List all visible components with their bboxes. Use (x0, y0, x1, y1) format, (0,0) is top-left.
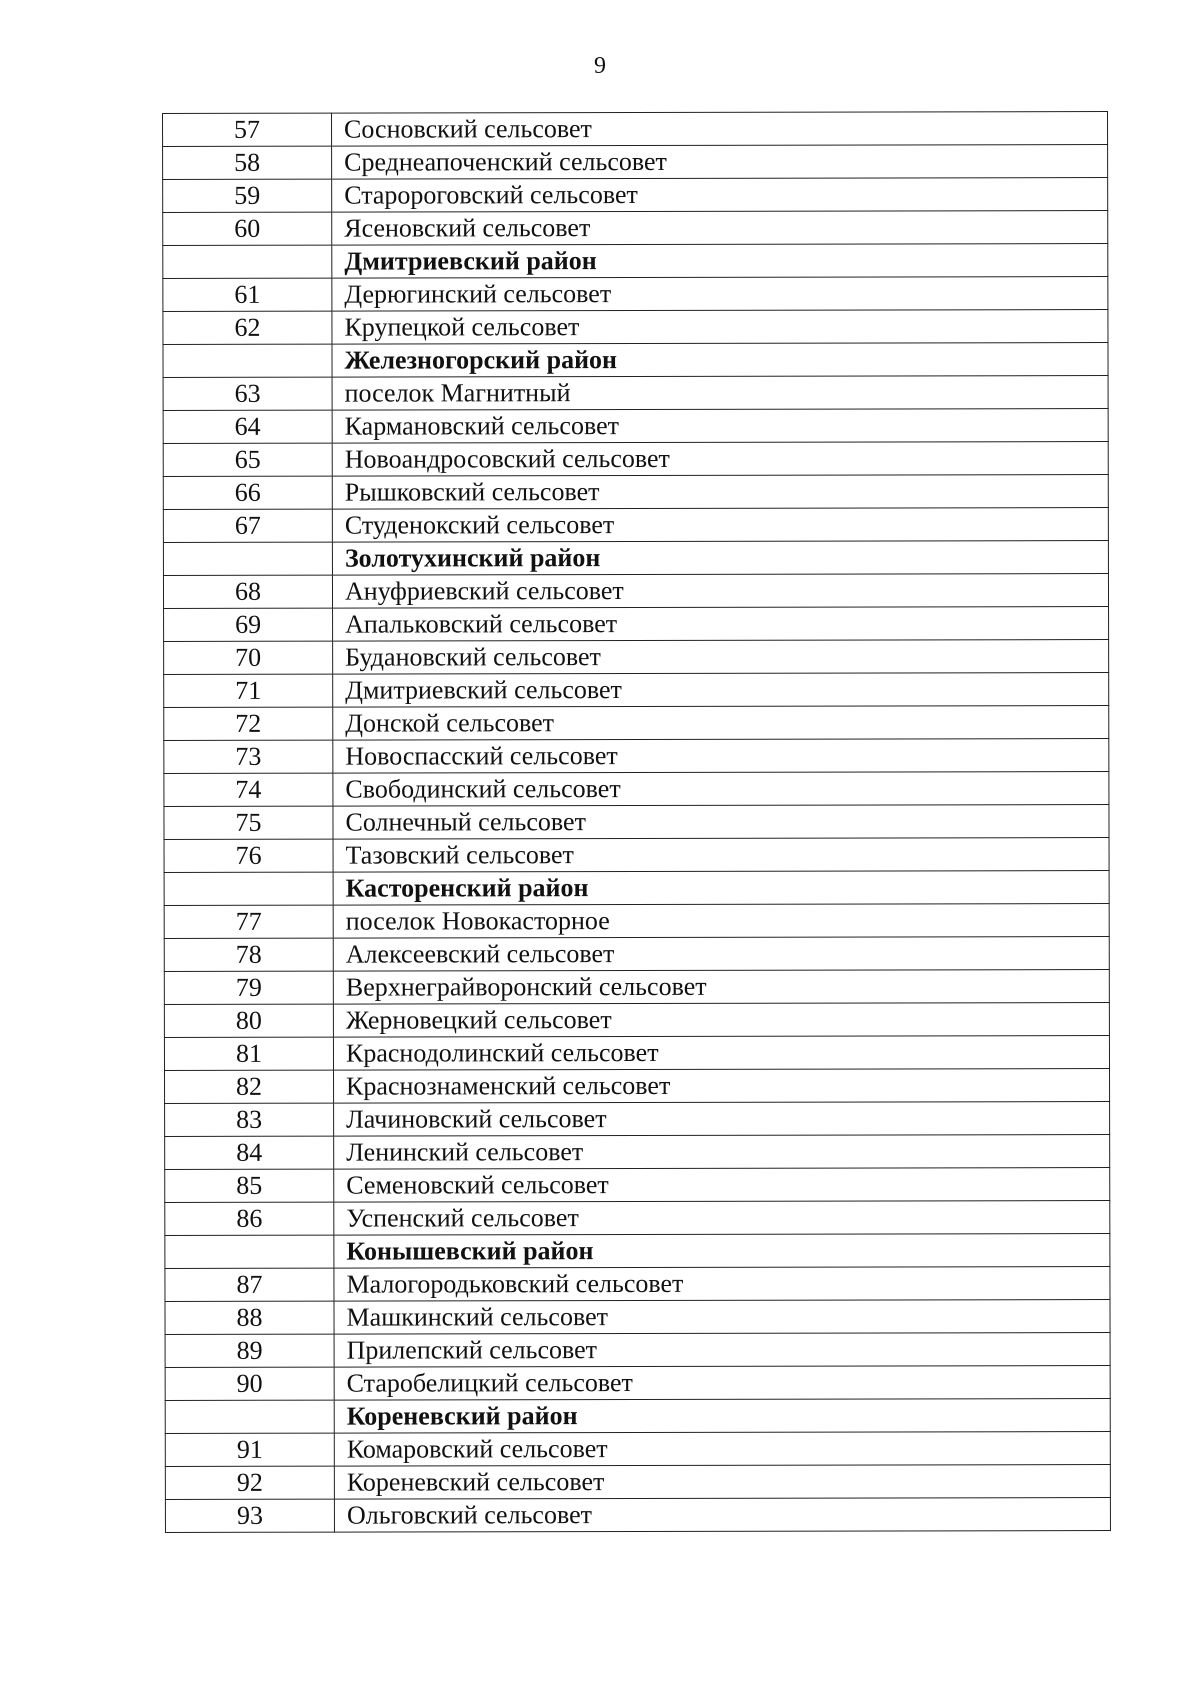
table-row (164, 772, 1109, 807)
table-row (165, 1069, 1110, 1104)
table-row (163, 442, 1108, 477)
row-number-cell: 68 (163, 575, 332, 608)
municipality-name-cell: Комаровский сельсовет (334, 1432, 1110, 1467)
row-number-cell: 86 (165, 1202, 334, 1235)
row-number-cell: 81 (164, 1037, 333, 1070)
table-row (164, 607, 1109, 642)
table-row (164, 640, 1109, 675)
table-row (165, 1201, 1110, 1236)
row-number-cell (163, 542, 332, 575)
table-row (165, 1432, 1110, 1467)
municipalities-table (162, 111, 1111, 1533)
row-number-cell: 84 (165, 1136, 334, 1169)
table-row (163, 310, 1108, 345)
district-name-cell: Золотухинский район (332, 541, 1108, 576)
table-row (165, 1300, 1110, 1335)
row-number-cell: 71 (164, 674, 333, 707)
municipality-name-cell: Студенокский сельсовет (332, 508, 1108, 543)
municipality-name-cell: поселок Магнитный (332, 376, 1108, 411)
district-name-cell: Кореневский район (334, 1399, 1110, 1434)
municipality-name-cell: Машкинский сельсовет (334, 1300, 1110, 1335)
row-number-cell: 79 (164, 971, 333, 1004)
municipality-name-cell: Алексеевский сельсовет (333, 937, 1109, 972)
municipality-name-cell: Тазовский сельсовет (333, 838, 1109, 873)
row-number-cell: 59 (163, 179, 332, 212)
district-name-cell: Дмитриевский район (332, 244, 1108, 279)
table-row (165, 1267, 1110, 1302)
row-number-cell: 80 (164, 1004, 333, 1037)
municipality-name-cell: Кореневский сельсовет (334, 1465, 1110, 1500)
table-row (163, 376, 1108, 411)
row-number-cell: 93 (165, 1499, 334, 1532)
municipality-name-cell: Прилепский сельсовет (334, 1333, 1110, 1368)
table-row (164, 706, 1109, 741)
table-row (165, 1168, 1110, 1203)
municipality-name-cell: Краснознаменский сельсовет (334, 1069, 1110, 1104)
row-number-cell (165, 1235, 334, 1268)
table-row (164, 1003, 1109, 1038)
district-name-cell: Железногорский район (332, 343, 1108, 378)
table-row (163, 211, 1108, 246)
row-number-cell: 76 (164, 839, 333, 872)
district-header-row (165, 1234, 1110, 1269)
municipality-name-cell: Свободинский сельсовет (333, 772, 1109, 807)
table-row (163, 475, 1108, 510)
municipality-name-cell: Донской сельсовет (333, 706, 1109, 741)
table-row (163, 574, 1108, 609)
municipality-name-cell: Жерновецкий сельсовет (333, 1003, 1109, 1038)
row-number-cell: 91 (165, 1433, 334, 1466)
municipality-name-cell: Дмитриевский сельсовет (333, 673, 1109, 708)
table-row (163, 277, 1108, 312)
municipality-name-cell: Старороговский сельсовет (332, 178, 1108, 213)
municipality-name-cell: Среднеапоченский сельсовет (332, 145, 1108, 180)
row-number-cell: 87 (165, 1268, 334, 1301)
municipality-name-cell: Краснодолинский сельсовет (333, 1036, 1109, 1071)
district-header-row (164, 871, 1109, 906)
row-number-cell: 67 (163, 509, 332, 542)
table-row (164, 805, 1109, 840)
district-header-row (163, 244, 1108, 279)
table-row (165, 1465, 1110, 1500)
municipality-name-cell: Новоспасский сельсовет (333, 739, 1109, 774)
table-row (165, 1333, 1110, 1368)
table-row (164, 937, 1109, 972)
municipality-name-cell: Ануфриевский сельсовет (332, 574, 1108, 609)
district-name-cell: Касторенский район (333, 871, 1109, 906)
row-number-cell: 62 (163, 311, 332, 344)
municipality-name-cell: Успенский сельсовет (334, 1201, 1110, 1236)
row-number-cell: 65 (163, 443, 332, 476)
row-number-cell: 60 (163, 212, 332, 245)
table-row (163, 508, 1108, 543)
municipality-name-cell: Ольговский сельсовет (334, 1498, 1110, 1533)
row-number-cell: 58 (163, 146, 332, 179)
district-name-cell: Конышевский район (334, 1234, 1110, 1269)
table-row (164, 970, 1109, 1005)
row-number-cell: 57 (163, 113, 332, 146)
table-row (164, 1036, 1109, 1071)
municipality-name-cell: Старобелицкий сельсовет (334, 1366, 1110, 1401)
municipality-name-cell: Ясеновский сельсовет (332, 211, 1108, 246)
table-row (164, 673, 1109, 708)
row-number-cell: 70 (164, 641, 333, 674)
row-number-cell: 83 (165, 1103, 334, 1136)
row-number-cell: 61 (163, 278, 332, 311)
row-number-cell (164, 872, 333, 905)
municipality-name-cell: Семеновский сельсовет (334, 1168, 1110, 1203)
district-header-row (165, 1399, 1110, 1434)
row-number-cell: 92 (165, 1466, 334, 1499)
row-number-cell: 72 (164, 707, 333, 740)
table-row (163, 145, 1108, 180)
municipality-name-cell: Дерюгинский сельсовет (332, 277, 1108, 312)
row-number-cell: 73 (164, 740, 333, 773)
municipality-name-cell: Апальковский сельсовет (333, 607, 1109, 642)
table-row (164, 838, 1109, 873)
row-number-cell (163, 344, 332, 377)
row-number-cell: 69 (164, 608, 333, 641)
table-body (163, 112, 1111, 1533)
table-row (165, 1366, 1110, 1401)
district-header-row (163, 343, 1108, 378)
municipality-name-cell: Солнечный сельсовет (333, 805, 1109, 840)
municipality-name-cell: Кармановский сельсовет (332, 409, 1108, 444)
row-number-cell: 74 (164, 773, 333, 806)
table-row (165, 1135, 1110, 1170)
row-number-cell: 77 (164, 905, 333, 938)
municipality-name-cell: Будановский сельсовет (333, 640, 1109, 675)
municipality-name-cell: Лачиновский сельсовет (334, 1102, 1110, 1137)
row-number-cell: 78 (164, 938, 333, 971)
row-number-cell: 85 (165, 1169, 334, 1202)
municipality-name-cell: Сосновский сельсовет (332, 112, 1108, 147)
row-number-cell: 64 (163, 410, 332, 443)
municipality-name-cell: поселок Новокасторное (333, 904, 1109, 939)
municipality-name-cell: Рышковский сельсовет (332, 475, 1108, 510)
row-number-cell: 75 (164, 806, 333, 839)
municipality-name-cell: Малогородьковский сельсовет (334, 1267, 1110, 1302)
table-row (163, 112, 1108, 147)
municipality-name-cell: Ленинский сельсовет (334, 1135, 1110, 1170)
row-number-cell: 90 (165, 1367, 334, 1400)
municipality-name-cell: Верхнеграйворонский сельсовет (333, 970, 1109, 1005)
table-row (163, 409, 1108, 444)
row-number-cell: 88 (165, 1301, 334, 1334)
row-number-cell: 89 (165, 1334, 334, 1367)
municipality-name-cell: Новоандросовский сельсовет (332, 442, 1108, 477)
row-number-cell: 82 (165, 1070, 334, 1103)
row-number-cell (165, 1400, 334, 1433)
table-row (164, 739, 1109, 774)
row-number-cell: 66 (163, 476, 332, 509)
table-row (165, 1498, 1110, 1533)
page-number: 9 (594, 53, 606, 79)
table-row (165, 1102, 1110, 1137)
table-row (164, 904, 1109, 939)
row-number-cell: 63 (163, 377, 332, 410)
table-row (163, 178, 1108, 213)
municipality-name-cell: Крупецкой сельсовет (332, 310, 1108, 345)
row-number-cell (163, 245, 332, 278)
district-header-row (163, 541, 1108, 576)
